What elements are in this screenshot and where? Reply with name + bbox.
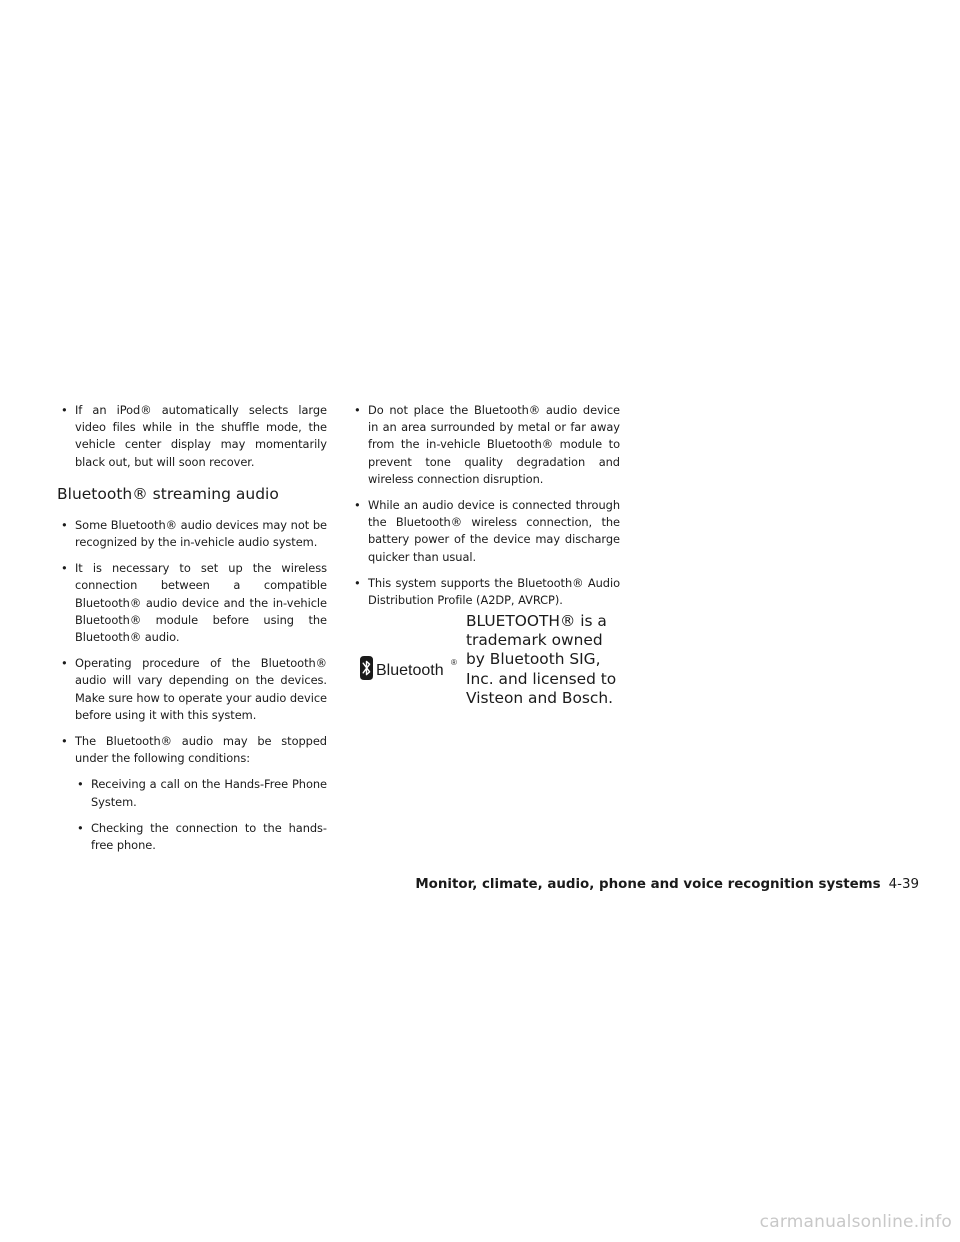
sub-list-item: • Receiving a call on the Hands-Free Phone System. — [57, 776, 327, 810]
list-item: • Do not place the Bluetooth® audio device in an area surrounded by metal or far away from the in-vehicle Bluetooth® module to prevent tone quality degradation and wireless connection disruption. — [350, 402, 620, 488]
logo-wordmark: Bluetooth — [376, 662, 444, 679]
sub-list-item: • Checking the connection to the hands-free phone. — [57, 820, 327, 854]
bluetooth-icon — [360, 656, 373, 680]
watermark: carmanualsonline.info — [759, 1212, 952, 1232]
list-item: • Operating procedure of the Bluetooth® audio will vary depending on the devices. Make sure how to operate your audio device before using it with this system. — [57, 655, 327, 724]
bluetooth-logo — [360, 654, 460, 682]
logo-registered-mark: ® — [451, 658, 457, 667]
right-column — [350, 402, 620, 618]
page-number: 4-39 — [888, 877, 919, 892]
trademark-notice: BLUETOOTH® is a trademark owned by Bluetooth SIG, Inc. and licensed to Visteon and Bosch. — [466, 612, 617, 707]
list-item: • This system supports the Bluetooth® Audio Distribution Profile (A2DP, AVRCP). — [350, 575, 620, 609]
page-footer — [415, 877, 919, 892]
intro-bullet: • If an iPod® automatically selects large video files while in the shuffle mode, the vehicle center display may momentarily black out, but will soon recover. — [57, 402, 327, 471]
left-column — [57, 402, 327, 863]
list-item: • Some Bluetooth® audio devices may not be recognized by the in-vehicle audio system. — [57, 517, 327, 551]
list-item: • While an audio device is connected through the Bluetooth® wireless connection, the battery power of the device may discharge quicker than usual. — [350, 497, 620, 566]
section-heading: Bluetooth® streaming audio — [57, 484, 279, 503]
bluetooth-trademark-block — [350, 612, 620, 732]
footer-section-title: Monitor, climate, audio, phone and voice recognition systems — [415, 877, 881, 892]
list-item: • The Bluetooth® audio may be stopped under the following conditions: — [57, 733, 327, 767]
list-item: • It is necessary to set up the wireless connection between a compatible Bluetooth® audio device and the in-vehicle Bluetooth® module before using the Bluetooth® audio. — [57, 560, 327, 646]
